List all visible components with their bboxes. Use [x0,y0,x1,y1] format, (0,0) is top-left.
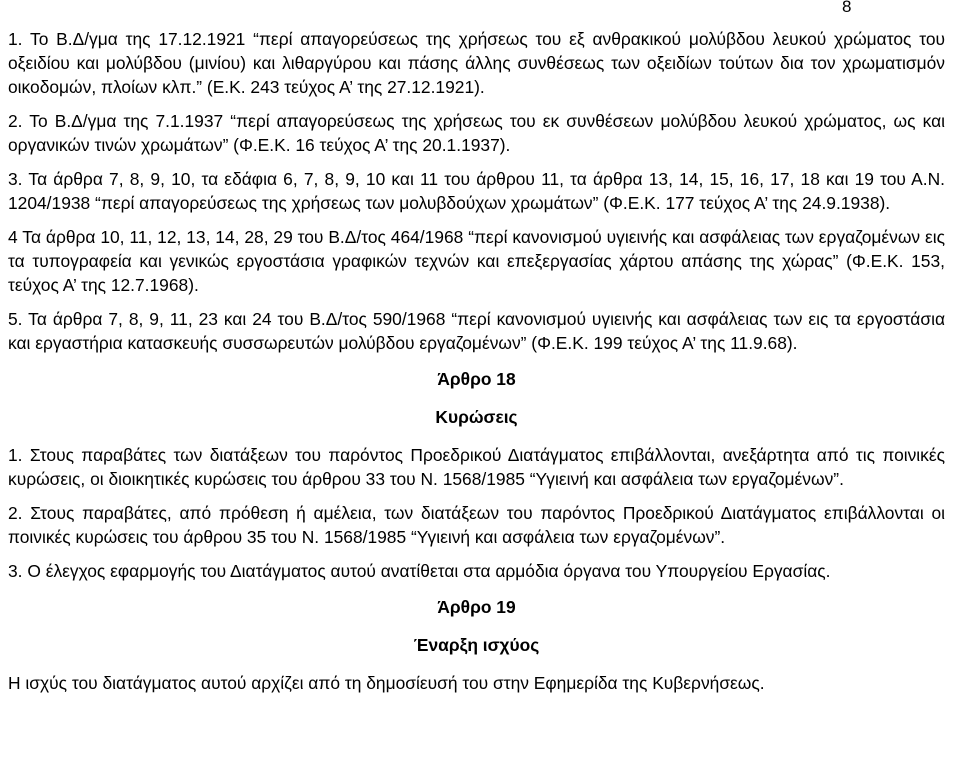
article-18-paragraph-2: 2. Στους παραβάτες, από πρόθεση ή αμέλεια, των διατάξεων του παρόντος Προεδρικού Διατάγματος επιβάλλονται οι ποινικές κυρώσεις του άρθρου 35 του Ν. 1568/1985 “Υγιεινή και ασφάλεια των εργαζομένων”. [8,503,945,547]
repealed-reference-2: 2. Το Β.Δ/γμα της 7.1.1937 “περί απαγορεύσεως της χρήσεως του εκ συνθέσεων μολύβδου λευκού χρώματος, ως και οργανικών τινών χρωμάτων” (Φ.Ε.Κ. 16 τεύχος Α’ της 20.1.1937). [8,111,945,155]
document-body [8,27,945,705]
repealed-reference-1: 1. Το Β.Δ/γμα της 17.12.1921 “περί απαγορεύσεως της χρήσεως του εξ ανθρακικού μολύβδου λευκού χρώματος του οξειδίου και μολύβδου (μινίου) και λιθαργύρου και πάσης άλλης συνθέσεως των οξειδίων τούτων δια τον χρωματισμόν οικοδομών, πλοίων κλπ.” (Ε.Κ. 243 τεύχος Α’ της 27.12.1921). [8,29,945,97]
article-18-subtitle: Κυρώσεις [435,407,518,427]
article-19-heading: Άρθρο 19 [437,597,516,617]
article-18-paragraph-1: 1. Στους παραβάτες των διατάξεων του παρόντος Προεδρικού Διατάγματος επιβάλλονται, ανεξάρτητα από τις ποινικές κυρώσεις, οι διοικητικές κυρώσεις του άρθρου 33 του Ν. 1568/1985 “Υγιεινή και ασφάλεια των εργαζομένων”. [8,445,945,489]
article-19-subtitle: Έναρξη ισχύος [413,635,540,655]
repealed-reference-5: 5. Τα άρθρα 7, 8, 9, 11, 23 και 24 του Β.Δ/τος 590/1968 “περί κανονισμού υγιεινής και ασφάλειας των εις τα εργοστάσια και εργαστήρια κατασκευής συσσωρευτών μολύβδου εργαζομένων” (Φ.Ε.Κ. 199 τεύχος Α’ της 11.9.68). [8,309,945,353]
article-18-paragraph-3: 3. Ο έλεγχος εφαρμογής του Διατάγματος αυτού ανατίθεται στα αρμόδια όργανα του Υπουργείου Εργασίας. [8,561,831,581]
article-18-heading: Άρθρο 18 [437,369,516,389]
repealed-reference-3: 3. Τα άρθρα 7, 8, 9, 10, τα εδάφια 6, 7, 8, 9, 10 και 11 του άρθρου 11, τα άρθρα 13, 14, 15, 16, 17, 18 και 19 του Α.Ν. 1204/1938 “περί απαγορεύσεως της χρήσεως των μολυβδούχων χρωμάτων” (Φ.Ε.Κ. 177 τεύχος Α’ της 24.9.1938). [8,169,945,213]
article-19-paragraph-1: Η ισχύς του διατάγματος αυτού αρχίζει από τη δημοσίευσή του στην Εφημερίδα της Κυβερνήσεως. [8,673,765,693]
repealed-reference-4: 4 Τα άρθρα 10, 11, 12, 13, 14, 28, 29 του Β.Δ/τος 464/1968 “περί κανονισμού υγιεινής και ασφάλειας των εργαζομένων εις τα τυπογραφεία και γενικώς εργοστάσια γραφικών τεχνών και επεξεργασίας χάρτου απάσης της χώρας” (Φ.Ε.Κ. 153, τεύχος Α’ της 12.7.1968). [8,227,945,295]
page-number: 8 [842,0,852,16]
